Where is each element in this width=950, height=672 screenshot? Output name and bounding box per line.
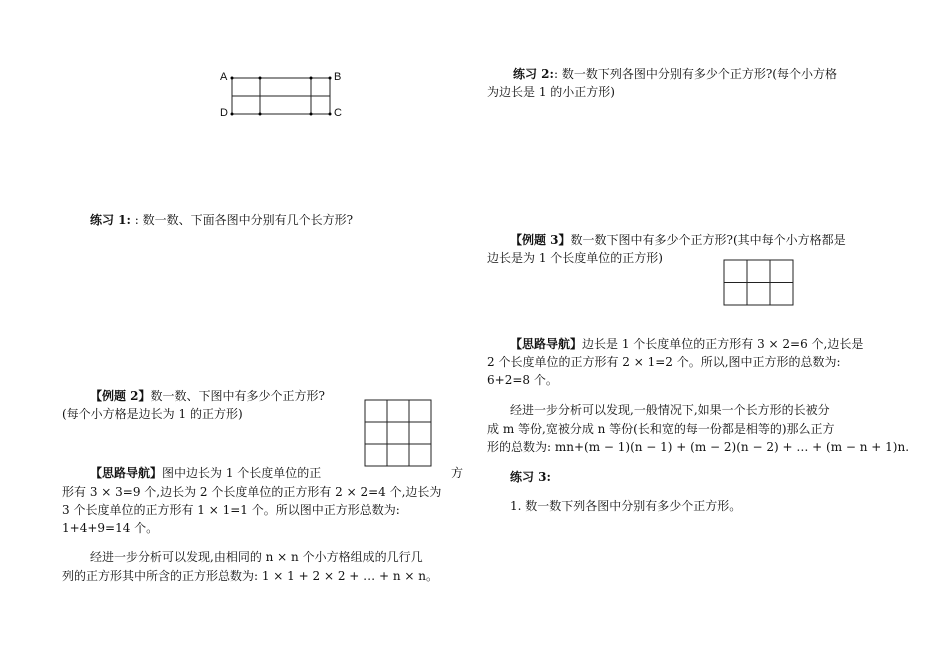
example-3-text: 数一数下图中有多少个正方形?(其中每个小方格都是 bbox=[570, 233, 846, 247]
grid-3x2 bbox=[723, 259, 795, 307]
label-c: C bbox=[334, 107, 342, 119]
example-2-line2: (每个小方格是边长为 1 的正方形) bbox=[62, 407, 243, 421]
label-a: A bbox=[220, 71, 228, 83]
hint-3-line2: 2 个长度单位的正方形有 2 × 1=2 个。所以,图中正方形的总数为: bbox=[487, 355, 841, 369]
hint-3-line3: 6+2=8 个。 bbox=[487, 373, 558, 387]
grid-3x3 bbox=[364, 399, 434, 469]
hint-2-text: 图中边长为 1 个长度单位的正 bbox=[162, 466, 322, 480]
exercise-2-line1 bbox=[513, 64, 837, 84]
hint-3-text: 边长是 1 个长度单位的正方形有 3 × 2=6 个,边长是 bbox=[582, 337, 864, 351]
example-3-label: 【例题 3】 bbox=[510, 233, 571, 247]
example-3-line2: 边长是为 1 个长度单位的正方形) bbox=[487, 251, 663, 265]
exercise-1 bbox=[90, 210, 353, 230]
exercise-1-text: : 数一数、下面各图中分别有几个长方形? bbox=[134, 213, 354, 227]
further-right-line2: 成 m 等份,宽被分成 n 等份(长和宽的每一份都是相等的)那么正方 bbox=[487, 422, 835, 436]
hint-2-line1-end: 方 bbox=[451, 466, 464, 480]
example-2-line1 bbox=[90, 386, 325, 406]
exercise-2-label: 练习 2: bbox=[513, 67, 554, 81]
exercise-1-label: 练习 1: bbox=[90, 213, 131, 227]
hint-3-label: 【思路导航】 bbox=[510, 337, 583, 351]
further-right-line1: 经进一步分析可以发现,一般情况下,如果一个长方形的长被分 bbox=[510, 403, 830, 417]
exercise-3-label: 练习 3: bbox=[510, 470, 551, 484]
hint-2-line1 bbox=[90, 463, 321, 483]
further-left-line1: 经进一步分析可以发现,由相同的 n × n 个小方格组成的几行几 bbox=[90, 550, 423, 564]
hint-2-line3: 3 个长度单位的正方形有 1 × 1=1 个。所以图中正方形总数为: bbox=[62, 503, 400, 517]
example-3-line1 bbox=[510, 230, 846, 250]
exercise-2-line2: 为边长是 1 的小正方形) bbox=[487, 85, 615, 99]
exercise-3-item1: 1. 数一数下列各图中分别有多少个正方形。 bbox=[510, 499, 742, 513]
further-left-line2: 列的正方形其中所含的正方形总数为: 1 × 1 + 2 × 2 + … + n × n。 bbox=[62, 569, 438, 583]
example-2-label: 【例题 2】 bbox=[90, 389, 151, 403]
hint-3-line1 bbox=[510, 334, 863, 354]
exercise-2-text: : 数一数下列各图中分别有多少个正方形?(每个小方格 bbox=[553, 67, 837, 81]
hint-2-line2: 形有 3 × 3=9 个,边长为 2 个长度单位的正方形有 2 × 2=4 个,边长为 bbox=[62, 485, 442, 499]
further-right-line3: 形的总数为: mn+(m − 1)(n − 1) + (m − 2)(n − 2) + … + (m − n + 1)n. bbox=[487, 440, 910, 454]
hint-2-line4: 1+4+9=14 个。 bbox=[62, 521, 159, 535]
label-b: B bbox=[334, 71, 342, 83]
hint-2-label: 【思路导航】 bbox=[90, 466, 163, 480]
example-2-text: 数一数、下图中有多少个正方形? bbox=[150, 389, 325, 403]
label-d: D bbox=[220, 107, 228, 119]
